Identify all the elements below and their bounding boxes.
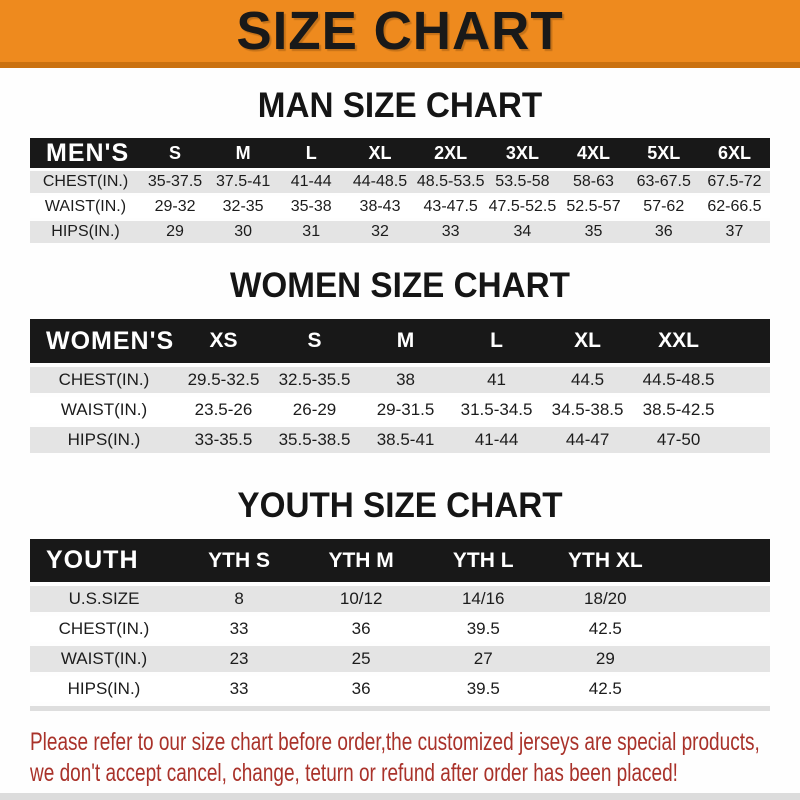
- table-row: [30, 616, 770, 642]
- bottom-gray-strip: [0, 793, 800, 800]
- size-cell: 8: [234, 589, 244, 608]
- table-row: [30, 586, 770, 612]
- size-cell: 38.5-41: [376, 430, 435, 449]
- size-cell: 32: [371, 223, 389, 240]
- size-chart-banner: [0, 0, 800, 68]
- size-cell: 43-47.5: [423, 198, 478, 215]
- column-header: L: [451, 319, 542, 363]
- size-cell: 41: [487, 370, 507, 389]
- table-row: [30, 676, 770, 702]
- size-cell: 33-35.5: [194, 430, 253, 449]
- table-header-row: [30, 138, 770, 168]
- size-cell: 33: [229, 619, 249, 638]
- column-header: XS: [178, 319, 269, 363]
- filler-cell: [666, 646, 770, 672]
- size-cell: 29.5-32.5: [187, 370, 260, 389]
- footer-notes: [0, 727, 800, 789]
- size-cell: 57-62: [643, 198, 685, 215]
- table-header-row: [30, 539, 770, 582]
- row-label: CHEST(IN.): [58, 619, 150, 638]
- size-cell: 31: [302, 223, 321, 240]
- column-header: L: [277, 138, 345, 168]
- size-cell: 44-47: [565, 430, 610, 449]
- size-cell: 47-50: [656, 430, 701, 449]
- filler-cell: [724, 427, 770, 453]
- table-row: [30, 646, 770, 672]
- size-cell: 30: [234, 223, 253, 240]
- size-cell: 29-32: [154, 198, 196, 215]
- footer-note-line2: we don't accept cancel, change, teturn or refund after order has been placed!: [30, 759, 678, 787]
- size-cell: 25: [351, 649, 371, 668]
- size-cell: 63-67.5: [636, 173, 691, 190]
- column-header: S: [269, 319, 360, 363]
- size-cell: 39.5: [466, 619, 500, 638]
- table-row: [30, 367, 770, 393]
- size-cell: 44.5: [571, 370, 605, 389]
- filler-cell: [724, 397, 770, 423]
- column-header: YOUTH: [30, 539, 178, 582]
- women-chart-title: WOMEN SIZE CHART: [230, 266, 570, 305]
- column-header: XL: [345, 138, 415, 168]
- size-cell: 44-48.5: [352, 173, 408, 190]
- size-cell: 41-44: [290, 173, 332, 190]
- column-header: 2XL: [415, 138, 487, 168]
- size-cell: 36: [351, 679, 371, 698]
- size-cell: 35-37.5: [147, 173, 203, 190]
- size-cell: 33: [441, 223, 460, 240]
- size-cell: 44.5-48.5: [642, 370, 715, 389]
- size-cell: 32.5-35.5: [278, 370, 351, 389]
- table-header-row: [30, 319, 770, 363]
- size-cell: 26-29: [292, 400, 337, 419]
- column-header: M: [209, 138, 277, 168]
- row-label: WAIST(IN.): [60, 400, 148, 419]
- size-cell: 23.5-26: [194, 400, 253, 419]
- size-cell: 36: [654, 223, 673, 240]
- size-cell: 38-43: [359, 198, 401, 215]
- size-cell: 29: [166, 223, 184, 240]
- column-header: 3XL: [487, 138, 559, 168]
- column-header: 4XL: [558, 138, 628, 168]
- size-cell: 32-35: [222, 198, 264, 215]
- size-cell: 36: [351, 619, 371, 638]
- size-cell: 53.5-58: [495, 173, 550, 190]
- column-header: YTH S: [178, 539, 300, 582]
- row-label: HIPS(IN.): [67, 430, 141, 449]
- size-cell: 14/16: [461, 589, 505, 608]
- column-header: M: [360, 319, 451, 363]
- size-cell: 52.5-57: [566, 198, 621, 215]
- size-cell: 42.5: [588, 619, 622, 638]
- column-header: YTH L: [422, 539, 544, 582]
- size-cell: 29: [595, 649, 615, 668]
- size-cell: 35.5-38.5: [278, 430, 351, 449]
- column-header: 6XL: [699, 138, 770, 168]
- size-cell: 42.5: [588, 679, 622, 698]
- column-header: 5XL: [629, 138, 699, 168]
- footer-note-line1: Please refer to our size chart before order,the customized jerseys are special products,: [30, 728, 760, 756]
- size-cell: 37.5-41: [215, 173, 271, 190]
- row-label: HIPS(IN.): [67, 679, 141, 698]
- youth-chart-title: YOUTH SIZE CHART: [237, 486, 563, 525]
- youth-size-table: [30, 535, 770, 711]
- column-header: WOMEN'S: [30, 319, 178, 363]
- column-header: XXL: [633, 319, 724, 363]
- size-cell: 10/12: [339, 589, 383, 608]
- size-cell: 33: [229, 679, 249, 698]
- table-row: [30, 196, 770, 218]
- size-cell: 35: [584, 223, 603, 240]
- table-row: [30, 427, 770, 453]
- row-label: WAIST(IN.): [44, 198, 127, 215]
- table-row: [30, 397, 770, 423]
- size-cell: 29-31.5: [376, 400, 435, 419]
- size-cell: 37: [725, 223, 744, 240]
- filler-cell: [724, 319, 770, 363]
- size-cell: 39.5: [466, 679, 500, 698]
- size-cell: 41-44: [474, 430, 519, 449]
- man-chart-title: MAN SIZE CHART: [257, 86, 543, 125]
- size-cell: 34: [513, 223, 532, 240]
- column-header: YTH M: [300, 539, 422, 582]
- column-header: MEN'S: [30, 138, 141, 168]
- column-header: XL: [542, 319, 633, 363]
- filler-cell: [666, 586, 770, 612]
- table-row: [30, 171, 770, 193]
- size-cell: 58-63: [573, 173, 614, 190]
- filler-cell: [724, 367, 770, 393]
- column-header: YTH XL: [544, 539, 666, 582]
- banner-title: SIZE CHART: [236, 1, 564, 61]
- row-label: HIPS(IN.): [51, 223, 120, 240]
- size-cell: 48.5-53.5: [416, 173, 485, 190]
- size-cell: 34.5-38.5: [551, 400, 624, 419]
- row-label: U.S.SIZE: [68, 589, 140, 608]
- row-label: CHEST(IN.): [58, 370, 150, 389]
- men-size-table: [30, 135, 770, 246]
- size-cell: 38.5-42.5: [642, 400, 715, 419]
- size-cell: 67.5-72: [707, 173, 762, 190]
- size-cell: 31.5-34.5: [460, 400, 533, 419]
- size-cell: 18/20: [584, 589, 627, 608]
- size-cell: 47.5-52.5: [488, 198, 557, 215]
- size-cell: 23: [229, 649, 249, 668]
- size-cell: 38: [396, 370, 415, 389]
- row-label: WAIST(IN.): [60, 649, 148, 668]
- filler-cell: [666, 616, 770, 642]
- filler-cell: [666, 539, 770, 582]
- size-cell: 62-66.5: [707, 198, 762, 215]
- row-label: CHEST(IN.): [42, 173, 129, 190]
- size-cell: 35-38: [290, 198, 332, 215]
- women-size-table: [30, 315, 770, 457]
- size-cell: 27: [473, 649, 493, 668]
- table-row: [30, 221, 770, 243]
- filler-cell: [666, 676, 770, 702]
- column-header: S: [141, 138, 209, 168]
